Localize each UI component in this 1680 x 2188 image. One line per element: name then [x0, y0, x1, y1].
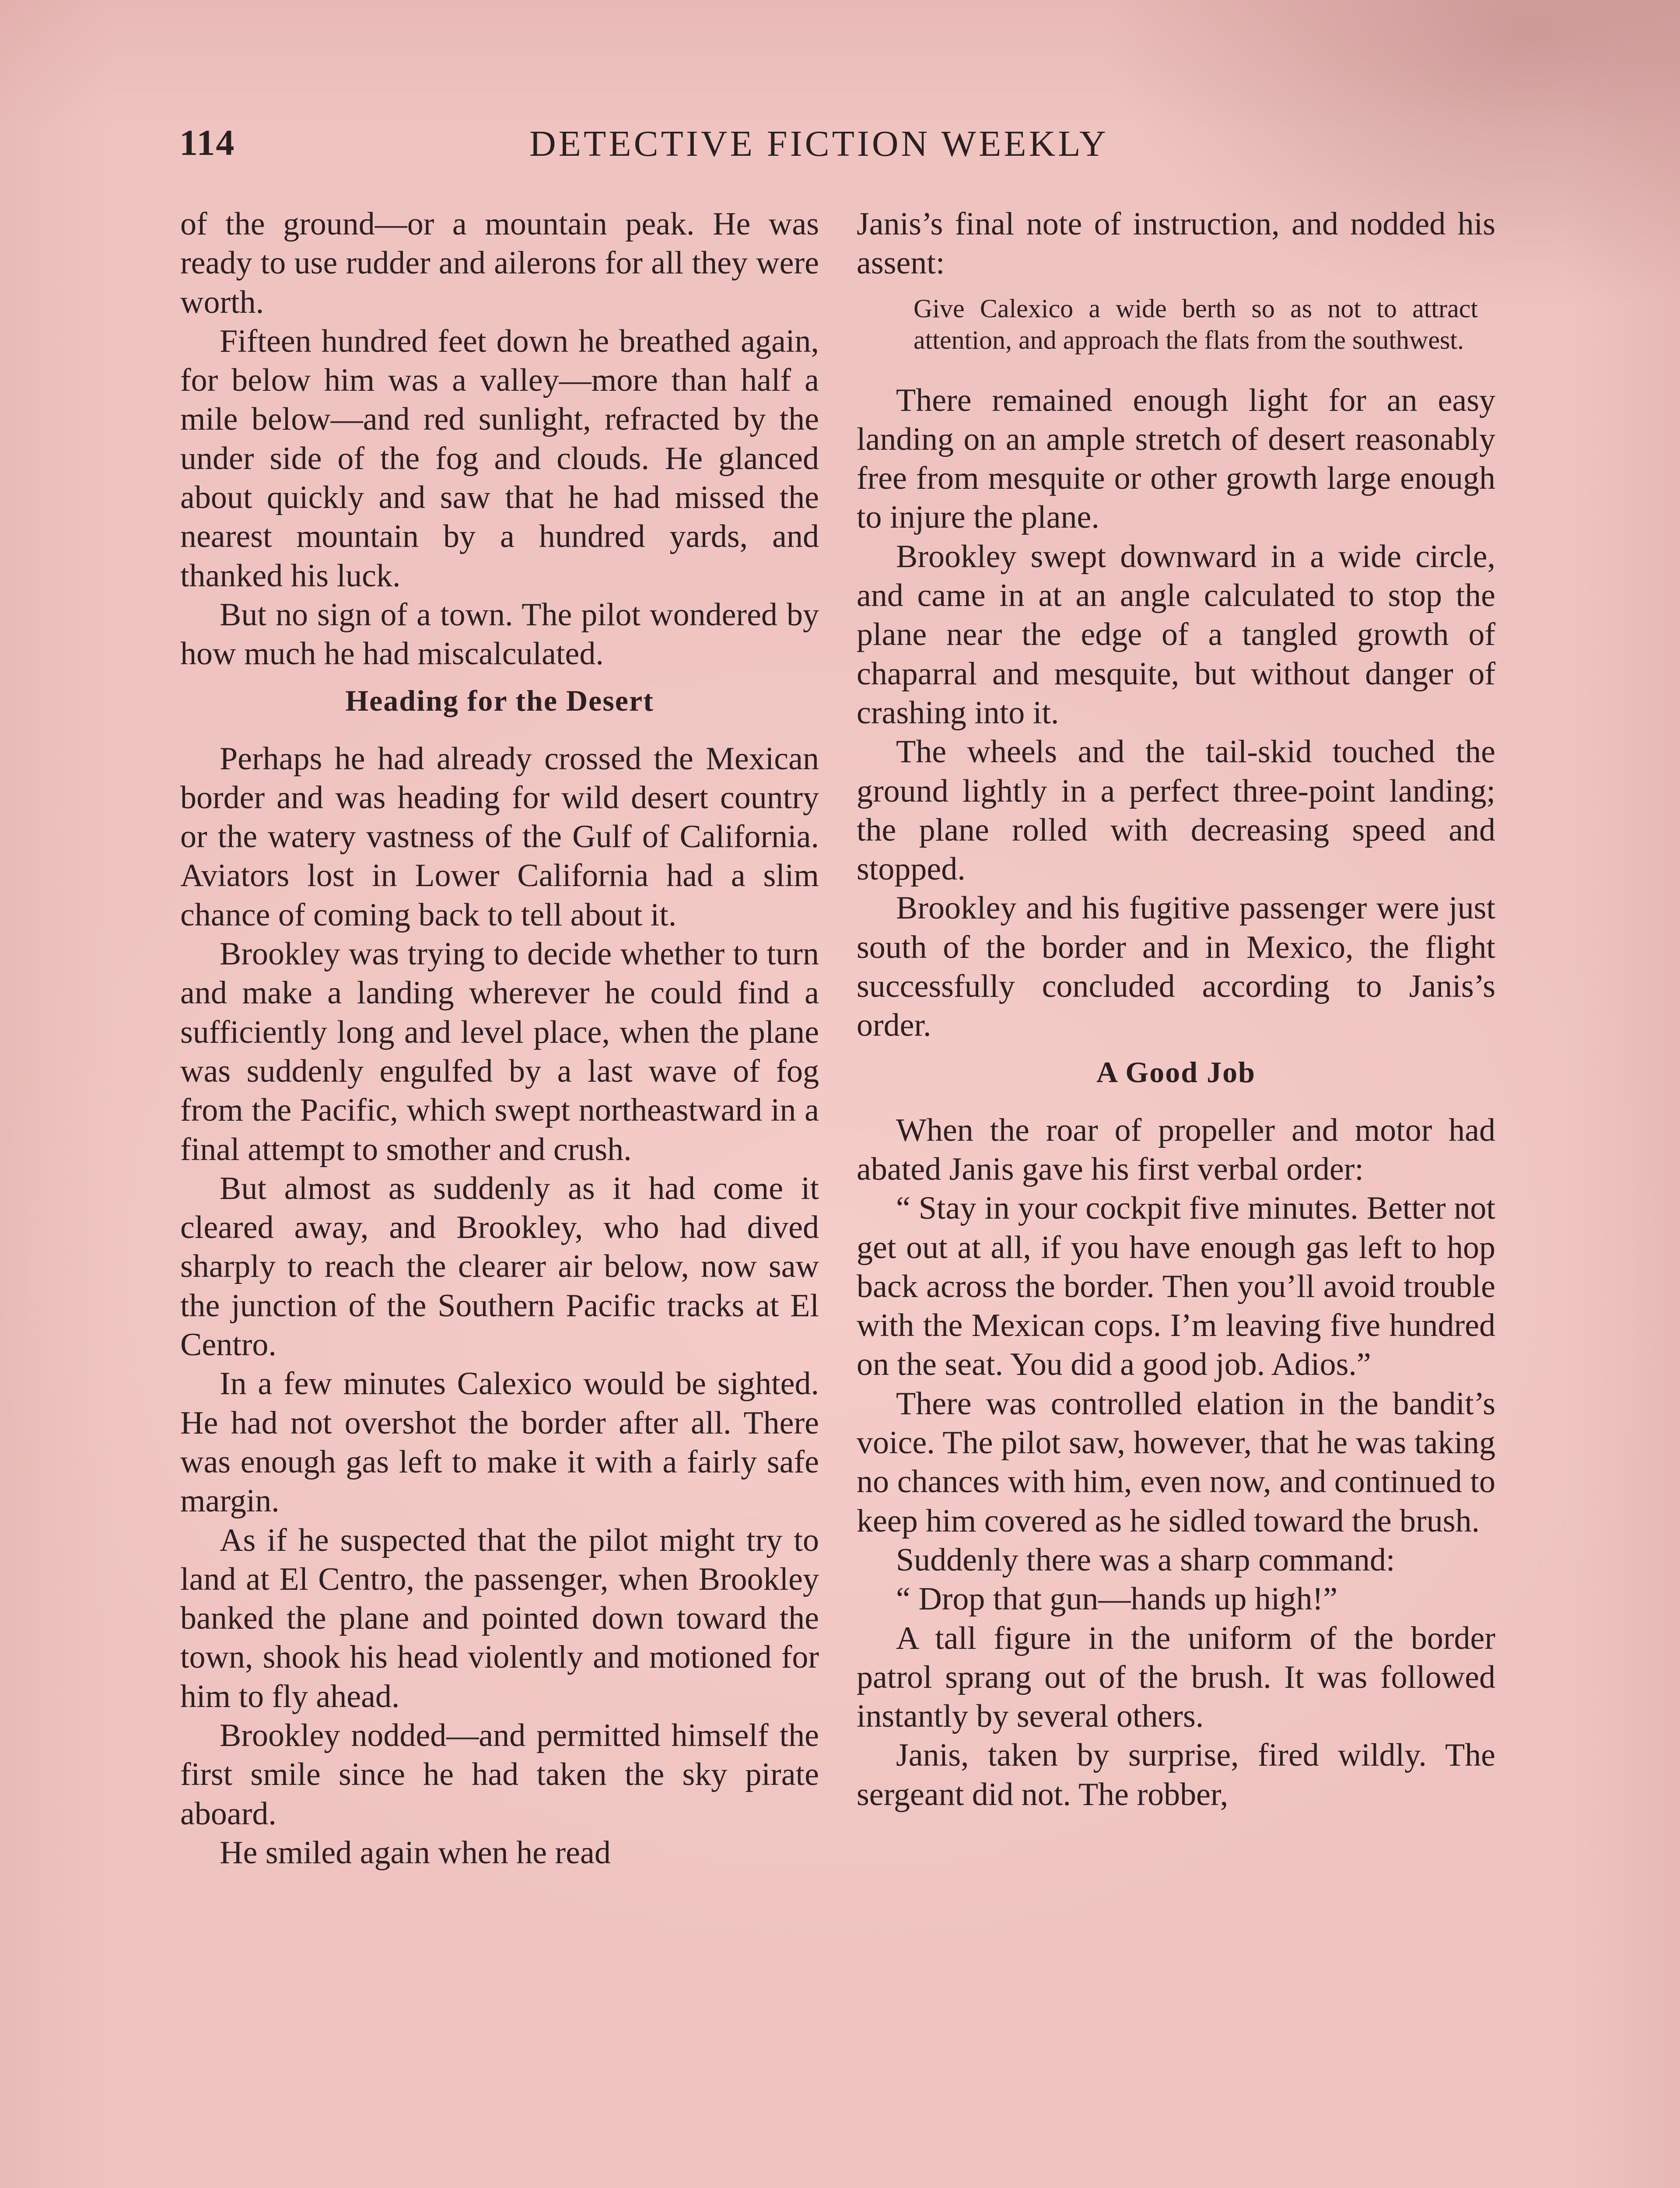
section-heading: A Good Job — [1096, 1055, 1256, 1089]
right-column — [857, 205, 1495, 1814]
paragraph: Fifteen hundred feet down he breathed again, for below him was a valley—more than half a mile below—and red sunlight, refracted by the under side of the fog and clouds. He glanced about quickly and saw that he had missed the nearest mountain by a hundred yards, and thanked his luck. — [180, 323, 819, 594]
paragraph: “ Stay in your cockpit five minutes. Better not get out at all, if you have enough gas left to hop back across the border. Then you’ll avoid trouble with the Mexican cops. I’m leaving five hundred on the seat. You did a good job. Adios.” — [857, 1190, 1495, 1383]
paragraph: He smiled again when he read — [220, 1834, 611, 1871]
paragraph: “ Drop that gun—hands up high!” — [896, 1581, 1338, 1617]
running-head: DETECTIVE FICTION WEEKLY — [529, 123, 1109, 164]
paragraph: Brookley swept downward in a wide circle, and came in at an angle calculated to stop the plane near the edge of a tangled growth of chaparral and mesquite, but without danger of crashing into it. — [857, 538, 1495, 731]
paragraph: of the ground—or a mountain peak. He was ready to use rudder and ailerons for all they were worth. — [180, 206, 819, 320]
paragraph: A tall figure in the uniform of the border patrol sprang out of the brush. It was followed instantly by several others. — [857, 1620, 1495, 1735]
paragraph: Janis’s final note of instruction, and nodded his assent: — [857, 206, 1495, 281]
paragraph: Perhaps he had already crossed the Mexican border and was heading for wild desert country or the watery vastness of the Gulf of California. Aviators lost in Lower California had a slim chance of coming back to tell about it. — [180, 740, 819, 933]
block-quote: Give Calexico a wide berth so as not to attract attention, and approach the flats from the southwest. — [914, 294, 1478, 354]
paragraph: But almost as suddenly as it had come it cleared away, and Brookley, who had dived sharply to reach the clearer air below, now saw the junction of the Southern Pacific tracks at El Centro. — [180, 1170, 819, 1363]
paragraph: Suddenly there was a sharp command: — [896, 1542, 1395, 1578]
paragraph: When the roar of propeller and motor had abated Janis gave his first verbal order: — [857, 1112, 1495, 1187]
paragraph: Janis, taken by surprise, fired wildly. The sergeant did not. The robber, — [857, 1737, 1495, 1813]
page-number: 114 — [179, 123, 235, 163]
paragraph: In a few minutes Calexico would be sighted. He had not overshot the border after all. There was enough gas left to make it with a fairly safe margin. — [180, 1366, 819, 1519]
paragraph: Brookley was trying to decide whether to turn and make a landing wherever he could find a sufficiently long and level place, when the plane was suddenly engulfed by a last wave of fog from the Pacific, which swept northeastward in a final attempt to smother and crush. — [180, 936, 819, 1168]
paragraph: The wheels and the tail-skid touched the ground lightly in a perfect three-point landing; the plane rolled with decreasing speed and stopped. — [857, 734, 1495, 887]
paragraph: Brookley and his fugitive passenger were just south of the border and in Mexico, the flight successfully concluded according to Janis’s order. — [857, 890, 1495, 1044]
paragraph: As if he suspected that the pilot might try to land at El Centro, the passenger, when Brookley banked the plane and pointed down toward the town, shook his head violently and motioned for him to fly ahead. — [180, 1522, 819, 1715]
left-column — [180, 205, 819, 1872]
page-header — [179, 122, 1470, 174]
paragraph: There was controlled elation in the bandit’s voice. The pilot saw, however, that he was taking no chances with him, even now, and continued to keep him covered as he sidled toward the brush. — [857, 1385, 1495, 1539]
paragraph: But no sign of a town. The pilot wondered by how much he had miscalculated. — [180, 596, 819, 672]
paragraph: There remained enough light for an easy landing on an ample stretch of desert reasonably free from mesquite or other growth large enough to injure the plane. — [857, 382, 1495, 536]
paragraph: Brookley nodded—and permitted himself the first smile since he had taken the sky pirate aboard. — [180, 1717, 819, 1832]
section-heading: Heading for the Desert — [345, 684, 654, 717]
